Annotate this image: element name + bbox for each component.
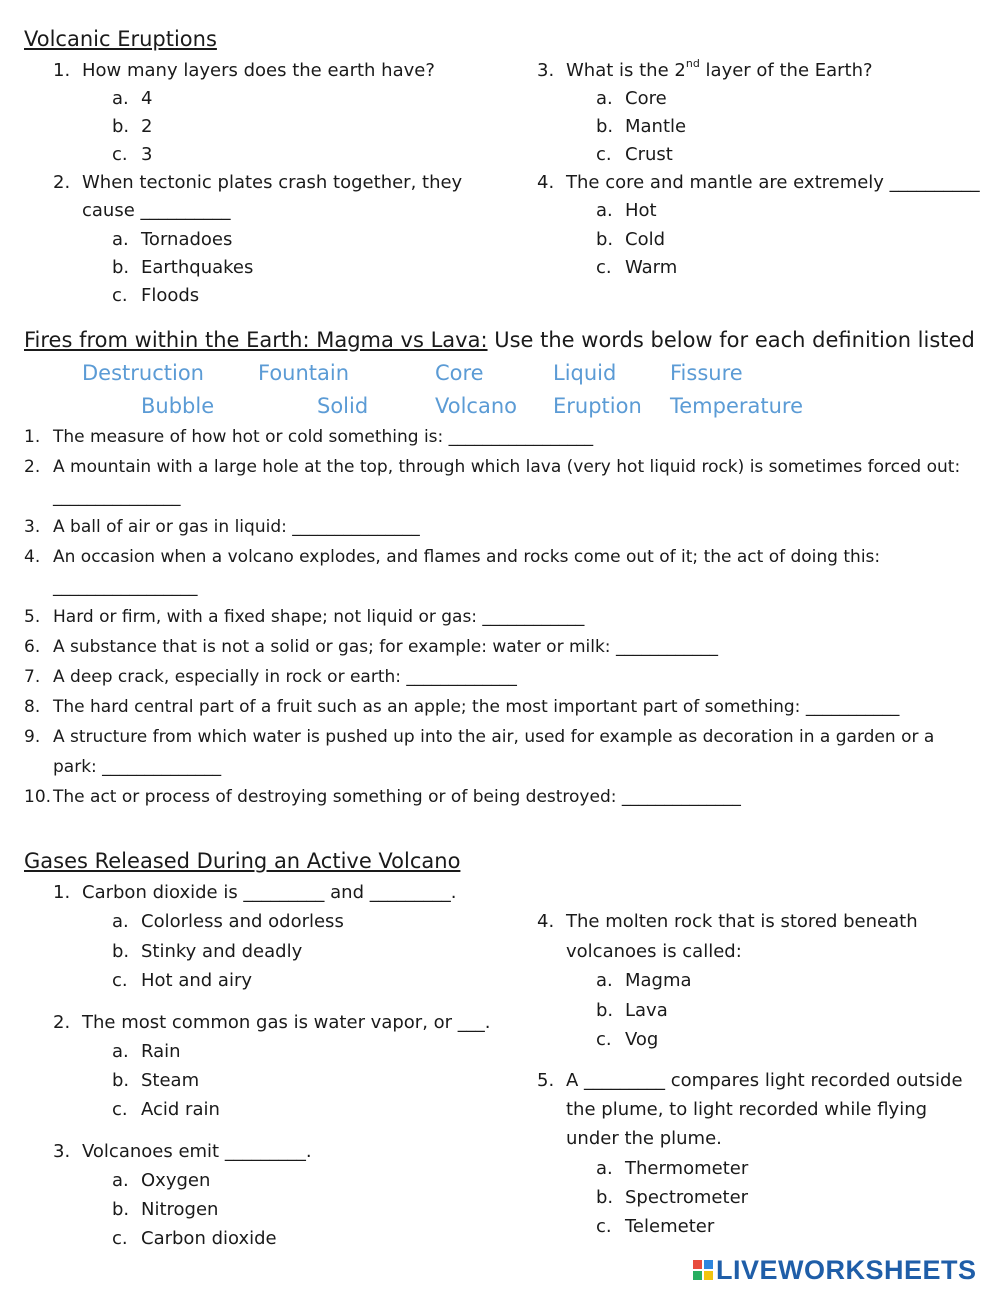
option-letter: a. xyxy=(596,200,613,221)
section-instruction: Use the words below for each definition listed xyxy=(494,328,975,352)
question-text: under the plume. xyxy=(566,1128,722,1149)
definition-text[interactable]: A structure from which water is pushed up into the air, used for example as decoration in a garden or a xyxy=(53,727,935,747)
question-number: 5. xyxy=(537,1070,555,1091)
definition-answer-blank[interactable]: _________________ xyxy=(53,577,198,597)
definition-number: 2. xyxy=(24,457,41,477)
question-text: The molten rock that is stored beneath xyxy=(566,911,918,932)
word-bank-item: Core xyxy=(435,361,484,385)
option-letter: b. xyxy=(596,116,614,137)
option-text[interactable]: Colorless and odorless xyxy=(141,911,344,932)
option-text[interactable]: Thermometer xyxy=(625,1158,749,1179)
question-number: 2. xyxy=(53,172,71,193)
question-text xyxy=(566,57,873,81)
option-letter: b. xyxy=(112,116,130,137)
option-letter: b. xyxy=(112,1199,130,1220)
option-letter: a. xyxy=(596,1158,613,1179)
definition-number: 5. xyxy=(24,607,41,627)
option-letter: a. xyxy=(112,229,129,250)
question-text: the plume, to light recorded while flying xyxy=(566,1099,928,1120)
question-text-pre: What is the 2 xyxy=(566,60,686,81)
word-bank-item: Volcano xyxy=(435,394,517,418)
definition-text[interactable]: Hard or firm, with a fixed shape; not liquid or gas: ____________ xyxy=(53,607,585,627)
option-letter: a. xyxy=(596,88,613,109)
option-letter: c. xyxy=(596,1216,612,1237)
word-bank-item: Bubble xyxy=(141,394,215,418)
section-title-gases: Gases Released During an Active Volcano xyxy=(24,849,461,873)
question-number: 1. xyxy=(53,882,71,903)
liveworksheets-logo-icon xyxy=(693,1260,713,1280)
option-text[interactable]: Hot and airy xyxy=(141,970,252,991)
option-letter: b. xyxy=(596,1187,614,1208)
option-text[interactable]: Vog xyxy=(625,1029,659,1050)
option-letter: b. xyxy=(112,941,130,962)
definition-text[interactable]: A mountain with a large hole at the top, through which lava (very hot liquid rock) is sometimes forced out: xyxy=(53,457,961,477)
definition-number: 9. xyxy=(24,727,41,747)
option-text[interactable]: Steam xyxy=(141,1070,200,1091)
definition-text[interactable]: A ball of air or gas in liquid: _______________ xyxy=(53,517,420,537)
option-letter: c. xyxy=(112,1099,128,1120)
option-letter: c. xyxy=(112,1228,128,1249)
definition-text[interactable]: An occasion when a volcano explodes, and flames and rocks come out of it; the act of doing this: xyxy=(53,547,881,567)
option-text[interactable]: Oxygen xyxy=(141,1170,211,1191)
liveworksheets-logo-text: LIVEWORKSHEETS xyxy=(716,1255,977,1285)
option-letter: a. xyxy=(596,970,613,991)
definition-number: 4. xyxy=(24,547,41,567)
definition-text[interactable]: A substance that is not a solid or gas; for example: water or milk: ____________ xyxy=(53,637,718,657)
definition-number: 3. xyxy=(24,517,41,537)
word-bank-item: Fountain xyxy=(258,361,350,385)
option-text[interactable]: Tornadoes xyxy=(141,229,233,250)
option-text[interactable]: Stinky and deadly xyxy=(141,941,303,962)
option-letter: c. xyxy=(596,257,612,278)
option-text[interactable]: Warm xyxy=(625,257,678,278)
question-text: How many layers does the earth have? xyxy=(82,60,435,81)
word-bank-item: Eruption xyxy=(553,394,642,418)
section-title-magma-lava: Fires from within the Earth: Magma vs Lava: xyxy=(24,328,488,352)
option-text[interactable]: Telemeter xyxy=(625,1216,715,1237)
option-text[interactable]: Rain xyxy=(141,1041,181,1062)
definition-text[interactable]: A deep crack, especially in rock or earth: _____________ xyxy=(53,667,517,687)
question-text-post: layer of the Earth? xyxy=(699,60,873,81)
question-number: 3. xyxy=(53,1141,71,1162)
question-text: The most common gas is water vapor, or ___. xyxy=(82,1012,491,1033)
definition-text[interactable]: The hard central part of a fruit such as an apple; the most important part of something: ___________ xyxy=(53,697,900,717)
option-text[interactable]: 4 xyxy=(141,88,153,109)
option-letter: c. xyxy=(112,144,128,165)
option-text[interactable]: Earthquakes xyxy=(141,257,254,278)
definition-text[interactable]: The measure of how hot or cold something is: _________________ xyxy=(53,427,594,447)
option-text[interactable]: 2 xyxy=(141,116,153,137)
option-letter: b. xyxy=(596,229,614,250)
word-bank-item: Destruction xyxy=(82,361,204,385)
option-letter: c. xyxy=(112,970,128,991)
option-letter: a. xyxy=(112,911,129,932)
option-letter: a. xyxy=(112,1170,129,1191)
option-text[interactable]: Carbon dioxide xyxy=(141,1228,277,1249)
option-text[interactable]: 3 xyxy=(141,144,153,165)
option-letter: c. xyxy=(596,144,612,165)
word-bank-item: Fissure xyxy=(670,361,743,385)
definition-number: 10. xyxy=(24,787,52,807)
definition-number: 8. xyxy=(24,697,41,717)
superscript: nd xyxy=(685,57,700,70)
question-text: volcanoes is called: xyxy=(566,941,742,962)
option-letter: b. xyxy=(596,1000,614,1021)
definition-text[interactable]: The act or process of destroying something or of being destroyed: ______________ xyxy=(53,787,741,807)
definition-answer-blank[interactable]: _______________ xyxy=(53,487,181,507)
option-text[interactable]: Mantle xyxy=(625,116,687,137)
option-text[interactable]: Cold xyxy=(625,229,666,250)
question-text: Carbon dioxide is _________ and _________. xyxy=(82,882,457,903)
option-text[interactable]: Acid rain xyxy=(141,1099,220,1120)
definition-number: 1. xyxy=(24,427,41,447)
option-letter: b. xyxy=(112,257,130,278)
question-text: A _________ compares light recorded outside xyxy=(566,1070,963,1091)
question-number: 1. xyxy=(53,60,71,81)
option-text[interactable]: Hot xyxy=(625,200,657,221)
word-bank-item: Solid xyxy=(317,394,369,418)
question-number: 3. xyxy=(537,60,555,81)
definition-answer-blank[interactable]: park: ______________ xyxy=(53,757,222,777)
option-letter: c. xyxy=(596,1029,612,1050)
question-number: 4. xyxy=(537,172,555,193)
definition-number: 7. xyxy=(24,667,41,687)
question-number: 2. xyxy=(53,1012,71,1033)
section2-heading-line xyxy=(24,328,975,352)
option-text[interactable]: Magma xyxy=(625,970,692,991)
option-letter: a. xyxy=(112,1041,129,1062)
option-text[interactable]: Lava xyxy=(625,1000,668,1021)
question-text: cause __________ xyxy=(82,200,231,221)
question-number: 4. xyxy=(537,911,555,932)
option-letter: a. xyxy=(112,88,129,109)
option-text[interactable]: Floods xyxy=(141,285,200,306)
question-text: Volcanoes emit _________. xyxy=(82,1141,312,1162)
word-bank-item: Temperature xyxy=(670,394,804,418)
definition-number: 6. xyxy=(24,637,41,657)
option-letter: b. xyxy=(112,1070,130,1091)
option-text[interactable]: Spectrometer xyxy=(625,1187,749,1208)
section-title-volcanic-eruptions: Volcanic Eruptions xyxy=(24,27,217,51)
question-text: When tectonic plates crash together, they xyxy=(82,172,463,193)
word-bank-item: Liquid xyxy=(553,361,617,385)
option-text[interactable]: Core xyxy=(625,88,667,109)
option-text[interactable]: Nitrogen xyxy=(141,1199,219,1220)
option-letter: c. xyxy=(112,285,128,306)
option-text[interactable]: Crust xyxy=(625,144,673,165)
question-text: The core and mantle are extremely __________ xyxy=(566,172,980,193)
